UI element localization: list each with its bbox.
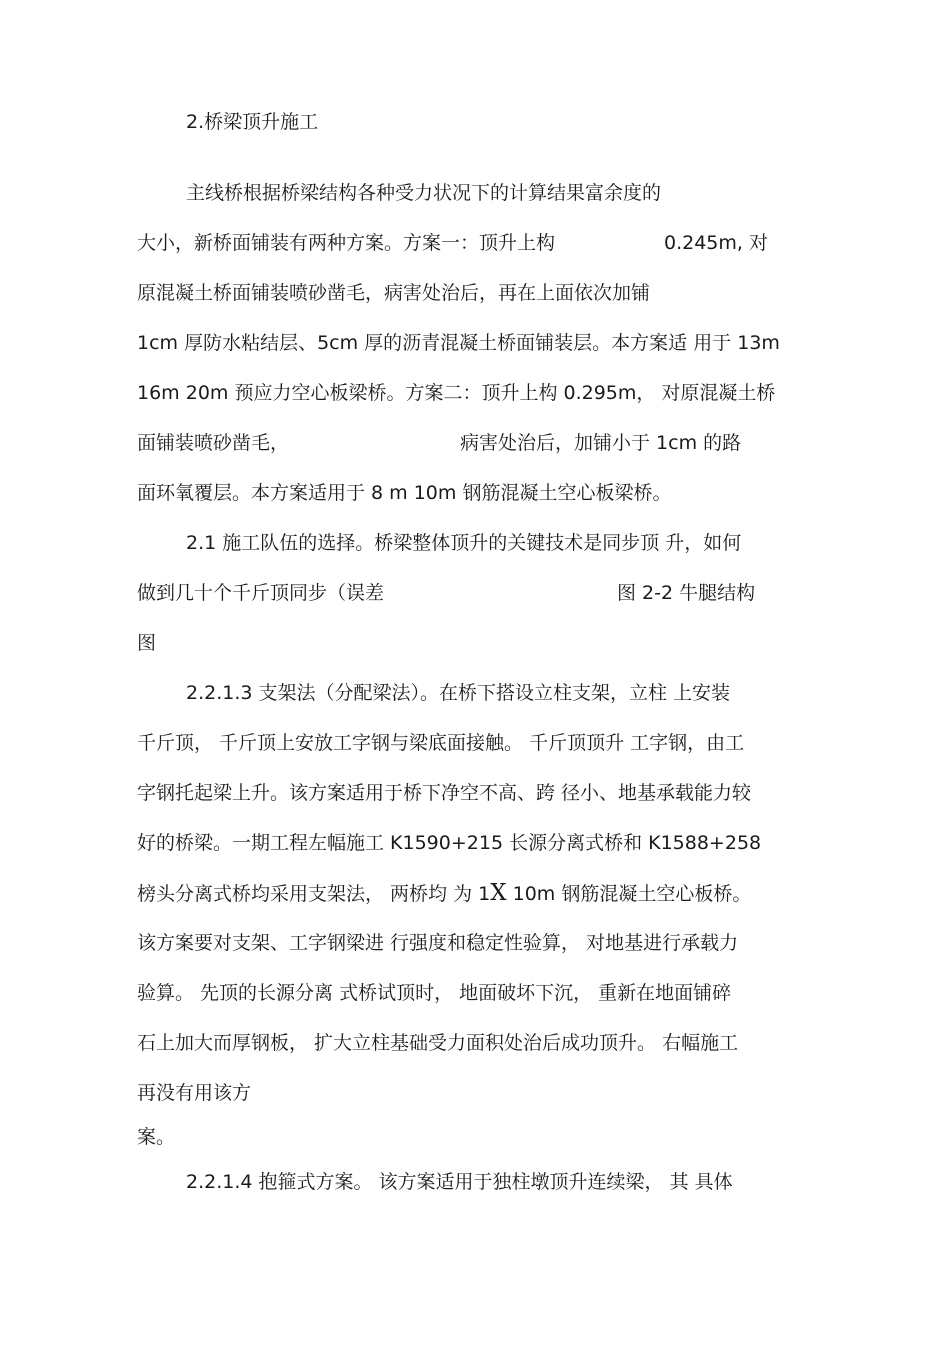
paragraph-line: 该方案要对支架、工字钢梁进 行强度和稳定性验算， 对地基进行承载力 [137,932,739,954]
paragraph-line: 面环氧覆层。本方案适用于 8 m 10m 钢筋混凝土空心板梁桥。 [137,482,672,504]
line-text: 榜头分离式桥均采用支架法， 两桥均 为 1 [137,883,491,905]
paragraph-line: 主线桥根据桥梁结构各种受力状况下的计算结果富余度的 [186,182,662,204]
paragraph-line: 2.2.1.4 抱箍式方案。 该方案适用于独柱墩顶升连续梁， 其 具体 [186,1171,733,1193]
paragraph-line: 千斤顶， 千斤顶上安放工字钢与梁底面接触。 千斤顶顶升 工字钢，由工 [137,732,745,754]
paragraph-line: 原混凝土桥面铺装喷砂凿毛，病害处治后，再在上面依次加铺 [137,282,651,304]
paragraph-line: 大小，新桥面铺装有两种方案。方案一：顶升上构 [137,232,556,254]
paragraph-line: 16m 20m 预应力空心板梁桥。方案二：顶升上构 0.295m， 对原混凝土桥 [137,382,776,404]
paragraph-line: 案。 [137,1126,176,1148]
paragraph-line: 字钢托起梁上升。该方案适用于桥下净空不高、跨 径小、地基承载能力较 [137,782,752,804]
figure-caption-continued: 图 [137,632,157,654]
section-heading: 2.桥梁顶升施工 [186,111,319,133]
paragraph-line: 1cm 厚防水粘结层、5cm 厚的沥青混凝土桥面铺装层。本方案适 用于 13m [137,332,780,354]
multiplication-x: X [490,880,507,906]
paragraph-line-fragment: 病害处治后，加铺小于 1cm 的路 [460,432,742,454]
paragraph-line: 2.2.1.3 支架法（分配梁法）。在桥下搭设立柱支架，立柱 上安装 [186,682,731,704]
paragraph-line: 石上加大而厚钢板， 扩大立柱基础受力面积处治后成功顶升。 右幅施工 [137,1032,739,1054]
paragraph-line: 好的桥梁。一期工程左幅施工 K1590+215 长源分离式桥和 K1588+258 [137,832,762,854]
figure-caption: 图 2-2 牛腿结构 [617,582,756,604]
paragraph-line-fragment: 0.245m, 对 [664,232,768,254]
paragraph-line [137,881,751,906]
paragraph-line: 再没有用该方 [137,1082,252,1104]
paragraph-line: 验算。 先顶的长源分离 式桥试顶时， 地面破坏下沉， 重新在地面铺碎 [137,982,732,1004]
paragraph-line: 2.1 施工队伍的选择。桥梁整体顶升的关键技术是同步顶 升，如何 [186,532,742,554]
paragraph-line: 做到几十个千斤顶同步（误差 [137,582,385,604]
line-text: 10m 钢筋混凝土空心板桥。 [506,883,752,905]
paragraph-line: 面铺装喷砂凿毛， [137,432,290,454]
